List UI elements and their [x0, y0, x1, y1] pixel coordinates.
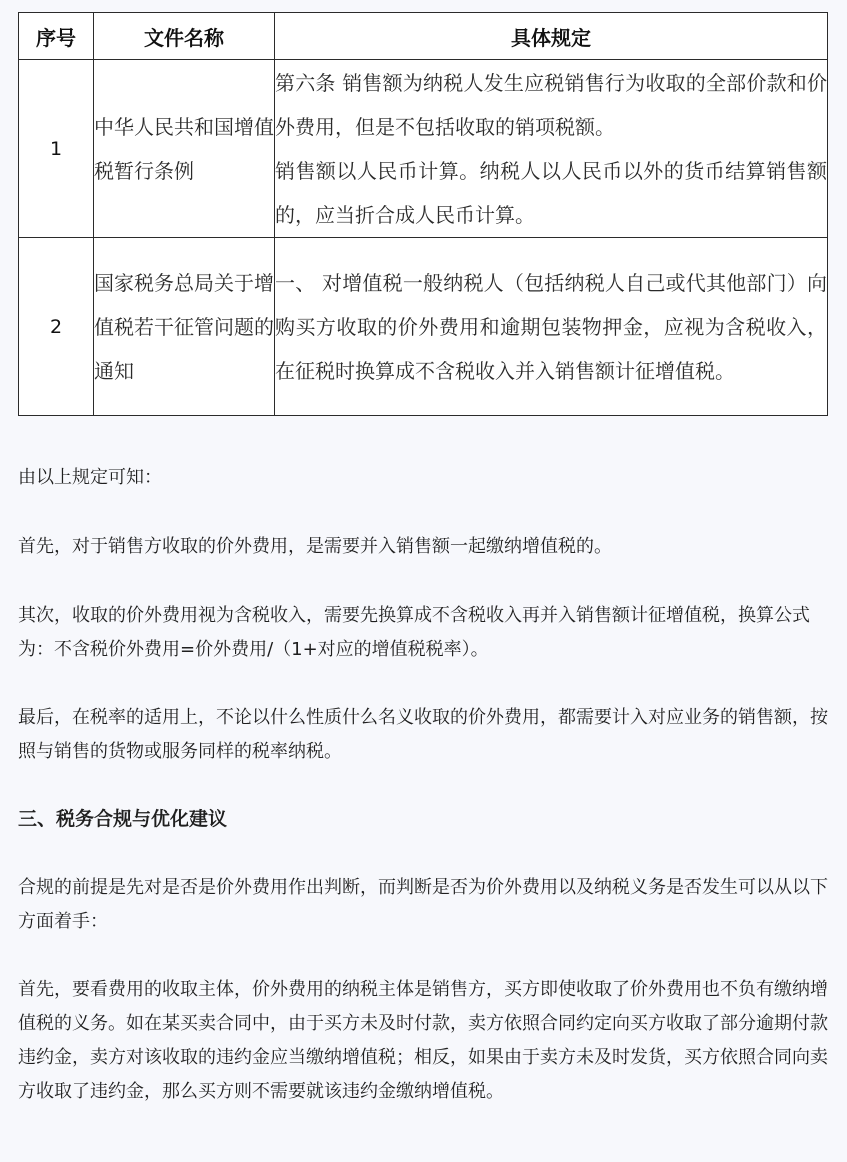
- row-seq: 2: [19, 238, 94, 416]
- row-seq: 1: [19, 60, 94, 238]
- paragraph-first: 首先，对于销售方收取的价外费用，是需要并入销售额一起缴纳增值税的。: [18, 536, 612, 557]
- table-row: [19, 238, 828, 416]
- regulation-table-container: [18, 12, 827, 416]
- header-seq: 序号: [19, 13, 94, 60]
- table-row: [19, 60, 828, 238]
- row-doc-name: 中华人民共和国增值税暂行条例: [94, 60, 275, 238]
- row-rule: [275, 238, 828, 416]
- rule-paragraph: 销售额以人民币计算。纳税人以人民币以外的货币结算销售额的，应当折合成人民币计算。: [275, 158, 827, 227]
- rule-paragraph: 第六条 销售额为纳税人发生应税销售行为收取的全部价款和价外费用，但是不包括收取的销项税额。: [275, 70, 827, 139]
- paragraph-conclusion-intro: 由以上规定可知：: [18, 467, 162, 488]
- regulation-table: [18, 12, 828, 416]
- paragraph-third: 最后，在税率的适用上，不论以什么性质什么名义收取的价外费用，都需要计入对应业务的销售额，按照与销售的货物或服务同样的税率纳税。: [18, 707, 828, 762]
- paragraph-compliance: 合规的前提是先对是否是价外费用作出判断，而判断是否为价外费用以及纳税义务是否发生可以从以下方面着手：: [18, 877, 828, 932]
- rule-paragraph: 一、 对增值税一般纳税人（包括纳税人自己或代其他部门）向购买方收取的价外费用和逾期包装物押金，应视为含税收入，在征税时换算成不含税收入并入销售额计征增值税。: [275, 270, 827, 383]
- paragraph-second: 其次，收取的价外费用视为含税收入，需要先换算成不含税收入再并入销售额计征增值税，换算公式为：不含税价外费用=价外费用/（1+对应的增值税税率）。: [18, 605, 810, 660]
- row-doc-name: 国家税务总局关于增值税若干征管问题的通知: [94, 238, 275, 416]
- section-heading: 三、税务合规与优化建议: [18, 808, 228, 830]
- header-doc-name: 文件名称: [94, 13, 275, 60]
- row-rule: [275, 60, 828, 238]
- table-header-row: [19, 13, 828, 60]
- header-rule: 具体规定: [275, 13, 828, 60]
- paragraph-compliance-first: 首先，要看费用的收取主体，价外费用的纳税主体是销售方，买方即使收取了价外费用也不负有缴纳增值税的义务。如在某买卖合同中，由于买方未及时付款，卖方依照合同约定向买方收取了部分逾期付款违约金，卖方对该收取的违约金应当缴纳增值税；相反，如果由于卖方未及时发货，买方依照合同向卖方收取了违约金，那么买方则不需要就该违约金缴纳增值税。: [18, 979, 828, 1102]
